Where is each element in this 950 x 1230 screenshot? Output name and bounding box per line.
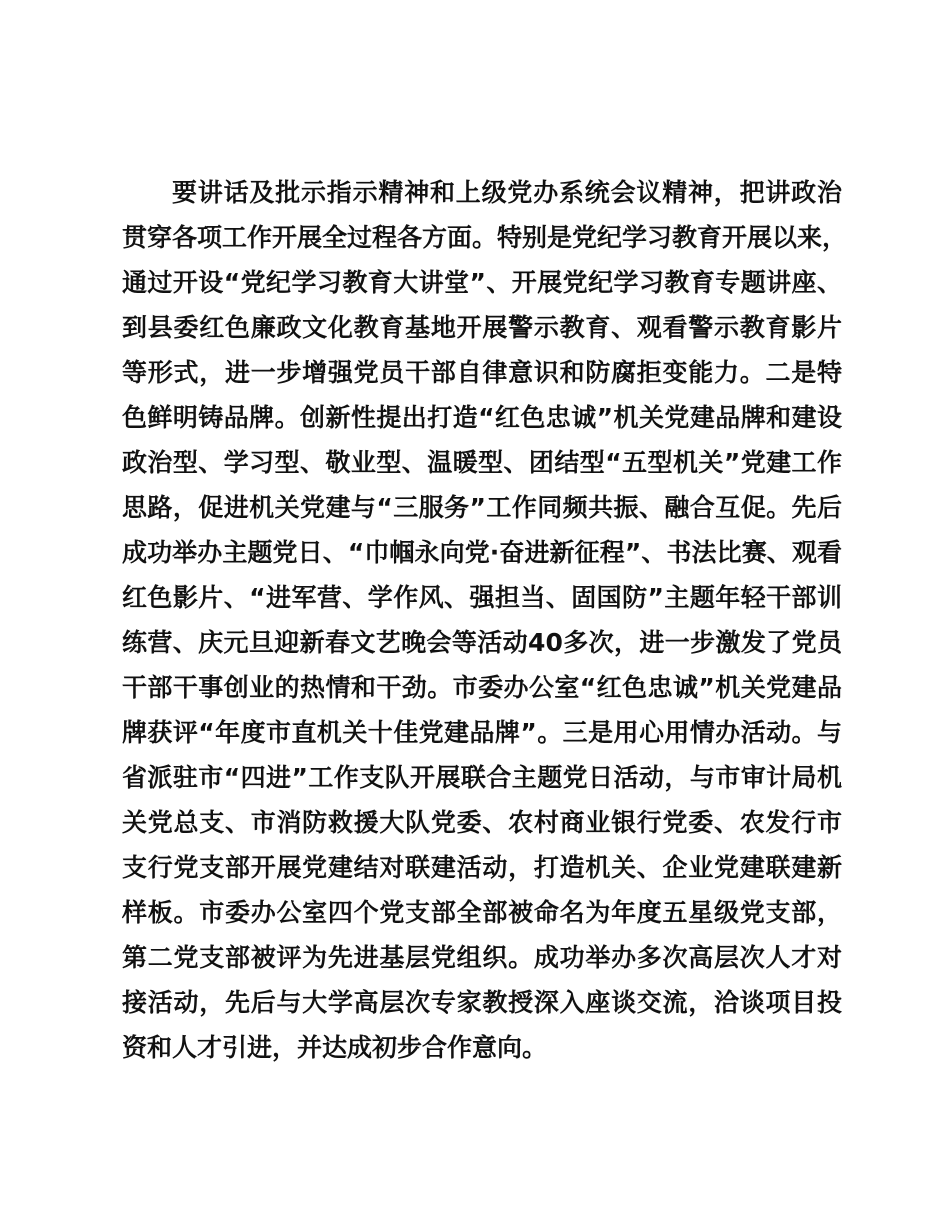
paragraph-line-12: 干部干事创业的热情和干劲。市委办公室“红色忠诚”机关党建品: [122, 673, 842, 702]
paragraph-line-3: 通过开设“党纪学习教育大讲堂”、开展党纪学习教育专题讲座、: [122, 268, 842, 297]
paragraph-line-20: 资和人才引进，并达成初步合作意向。: [122, 1033, 548, 1062]
paragraph-line-4: 到县委红色廉政文化教育基地开展警示教育、观看警示教育影片: [122, 313, 842, 342]
paragraph-line-8: 思路，促进机关党建与“三服务”工作同频共振、融合互促。先后: [122, 493, 842, 522]
paragraph-line-15: 关党总支、市消防救援大队党委、农村商业银行党委、农发行市: [122, 808, 842, 837]
paragraph-line-6: 色鲜明铸品牌。创新性提出打造“红色忠诚”机关党建品牌和建设: [122, 403, 842, 432]
paragraph-line-17: 样板。市委办公室四个党支部全部被命名为年度五星级党支部，: [122, 898, 842, 927]
paragraph-line-2: 贯穿各项工作开展全过程各方面。特别是党纪学习教育开展以来，: [122, 223, 848, 252]
paragraph-line-16: 支行党支部开展党建结对联建活动，打造机关、企业党建联建新: [122, 853, 842, 882]
paragraph-line-13: 牌获评“年度市直机关十佳党建品牌”。三是用心用情办活动。与: [122, 718, 842, 747]
paragraph-line-10: 红色影片、“进军营、学作风、强担当、固国防”主题年轻干部训: [122, 583, 842, 612]
paragraph-line-18: 第二党支部被评为先进基层党组织。成功举办多次高层次人才对: [122, 943, 842, 972]
paragraph-line-9: 成功举办主题党日、“巾帼永向党·奋进新征程”、书法比赛、观看: [122, 538, 842, 567]
paragraph-line-19: 接活动，先后与大学高层次专家教授深入座谈交流，洽谈项目投: [122, 988, 842, 1017]
paragraph-line-1: 要讲话及批示指示精神和上级党办系统会议精神，把讲政治: [172, 178, 842, 207]
paragraph-line-14: 省派驻市“四进”工作支队开展联合主题党日活动，与市审计局机: [122, 763, 842, 792]
paragraph-line-5: 等形式，进一步增强党员干部自律意识和防腐拒变能力。二是特: [122, 358, 842, 387]
body-paragraph: [122, 170, 848, 1070]
paragraph-line-11: 练营、庆元旦迎新春文艺晚会等活动40多次，进一步激发了党员: [122, 628, 842, 657]
paragraph-line-7: 政治型、学习型、敬业型、温暖型、团结型“五型机关”党建工作: [122, 448, 842, 477]
